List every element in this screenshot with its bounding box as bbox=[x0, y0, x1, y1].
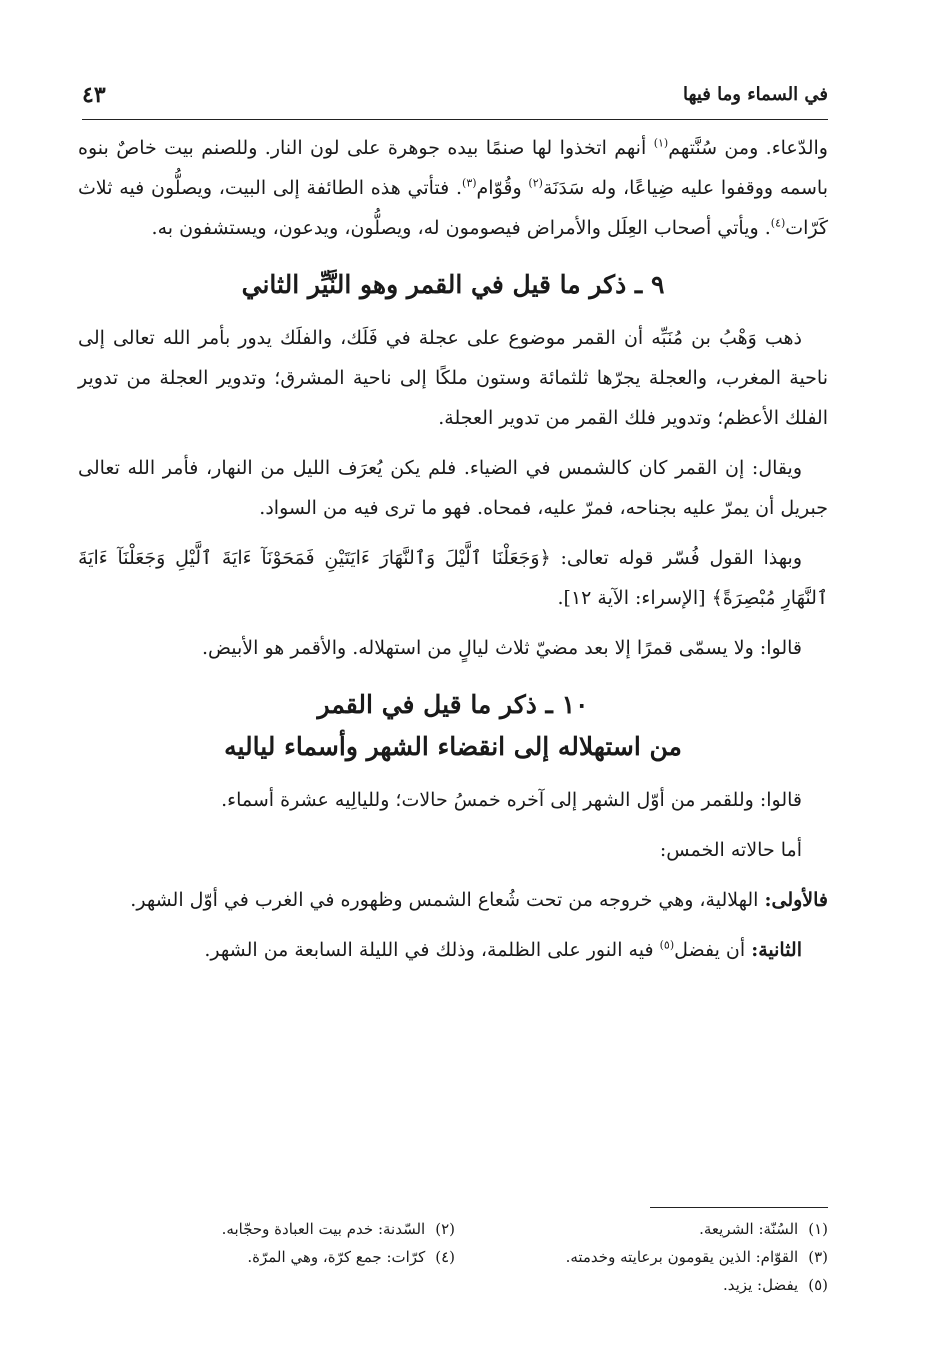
footnote-number: (٢) bbox=[435, 1220, 455, 1238]
footnote-empty bbox=[82, 1271, 455, 1299]
footnote bbox=[82, 1243, 455, 1271]
footnote-text: كرّات: جمع كرّة، وهي المرّة. bbox=[247, 1248, 426, 1266]
footnote-number: (٣) bbox=[808, 1248, 828, 1266]
text-run: . ويأتي أصحاب العِلَل والأمراض فيصومون له، ويصلُّون، ويدعون، ويستشفون به. bbox=[151, 217, 771, 239]
footnote-number: (٥) bbox=[808, 1276, 828, 1294]
text-run: وبهذا القول فُسّر قوله تعالى: bbox=[550, 547, 802, 569]
paragraph: قالوا: ولا يسمّى قمرًا إلا بعد مضيّ ثلاث ليالٍ من استهلاله. والأقمر هو الأبيض. bbox=[201, 637, 802, 659]
footnote-ref[interactable]: (٥) bbox=[659, 938, 675, 952]
footnote-rule bbox=[650, 1207, 828, 1208]
footnotes bbox=[82, 1215, 828, 1299]
footnote bbox=[82, 1215, 455, 1243]
section-heading-10 bbox=[78, 684, 828, 768]
footnote-text: السّدنة: خدم بيت العبادة وحجّابه. bbox=[221, 1220, 426, 1238]
footnote-ref[interactable]: (٤) bbox=[770, 216, 786, 230]
paragraph bbox=[78, 880, 828, 920]
footnote-ref[interactable]: (٢) bbox=[528, 176, 543, 190]
footnote bbox=[455, 1271, 828, 1299]
footnote-ref[interactable]: (١) bbox=[653, 136, 669, 150]
text-run: الهلالية، وهي خروجه من تحت شُعاع الشمس وظهوره في الغرب في أوّل الشهر. bbox=[130, 889, 765, 911]
text-run: وقُوّام bbox=[476, 177, 529, 199]
footnote-text: يفضل: يزيد. bbox=[722, 1276, 799, 1294]
footnote-number: (٤) bbox=[435, 1248, 455, 1266]
footnote-text: القوّام: الذين يقومون برعايته وخدمته. bbox=[565, 1248, 799, 1266]
footnote bbox=[455, 1243, 828, 1271]
running-title: في السماء وما فيها bbox=[683, 84, 828, 105]
text-run: فيه النور على الظلمة، وذلك في الليلة السابعة من الشهر. bbox=[204, 939, 660, 961]
text-run: والدّعاء. ومن سُنَّتهم bbox=[668, 137, 828, 159]
footnote-ref[interactable]: (٣) bbox=[462, 176, 477, 190]
paragraph: قالوا: وللقمر من أوّل الشهر إلى آخره خمسُ حالات؛ ولليالِيه عشرة أسماء. bbox=[221, 789, 802, 811]
page-number: ٤٣ bbox=[82, 82, 106, 108]
header-rule bbox=[82, 119, 828, 120]
paragraph bbox=[78, 538, 828, 618]
paragraph bbox=[78, 128, 828, 248]
footnote-row bbox=[82, 1215, 828, 1243]
footnote-row bbox=[82, 1243, 828, 1271]
heading-line: ١٠ ـ ذكر ما قيل في القمر bbox=[317, 690, 589, 719]
text-run: أن يفضل bbox=[674, 939, 752, 961]
footnote-text: السُنّة: الشريعة. bbox=[699, 1220, 799, 1238]
quran-verse: ﴿وَجَعَلْنَا ٱلَّيْلَ وَٱلنَّهَارَ ءَايَتَيْنِ فَمَحَوْنَآ ءَايَةَ ٱلَّيْلِ وَجَعَلْنَآ ءَايَةَ ٱلنَّهَارِ مُبْصِرَةً﴾ bbox=[78, 547, 828, 609]
text-run: [الإسراء: الآية ١٢]. bbox=[557, 587, 712, 609]
main-text bbox=[78, 128, 828, 980]
paragraph: ويقال: إن القمر كان كالشمس في الضياء. فلم يكن يُعرَف الليل من النهار، فأمر الله تعالى جبريل أن يمرّ عليه بجناحه، فمرّ عليه، فمحاه. فهو ما ترى فيه من السواد. bbox=[78, 457, 828, 519]
text-run: أنهم اتخذوا لها صنمًا بيده جوهرة على لون النار. وللصنم بيت خاصٌ بنوه باسمه ووقفوا عليه ضِياعًا، وله سَدَنَة bbox=[78, 137, 828, 199]
running-head bbox=[82, 78, 828, 118]
lead-word: الثانية: bbox=[751, 939, 802, 961]
heading-line: من استهلاله إلى انقضاء الشهر وأسماء لياليه bbox=[224, 732, 682, 761]
paragraph: ذهب وَهْبُ بن مُنَبِّه أن القمر موضوع على عجلة في فَلَك، والفلَك يدور بأمر الله تعالى إلى ناحية المغرب، والعجلة يجرّها ثلثمائة وستون ملكًا إلى ناحية المشرق؛ وتدوير العجلة من تدوير الفلك الأعظم؛ وتدوير فلك القمر من تدوير العجلة. bbox=[78, 327, 828, 429]
lead-word: فالأولى: bbox=[764, 889, 828, 911]
paragraph: أما حالاته الخمس: bbox=[659, 839, 802, 861]
footnote bbox=[455, 1215, 828, 1243]
section-heading-9: ٩ ـ ذكر ما قيل في القمر وهو النَّيِّر الثاني bbox=[241, 270, 665, 299]
footnote-number: (١) bbox=[808, 1220, 828, 1238]
text-run: . فتأتي هذه الطائفة إلى البيت، ويصلُّون فيه ثلاث كَرّات bbox=[78, 177, 828, 239]
paragraph bbox=[78, 930, 828, 970]
footnote-row bbox=[82, 1271, 828, 1299]
